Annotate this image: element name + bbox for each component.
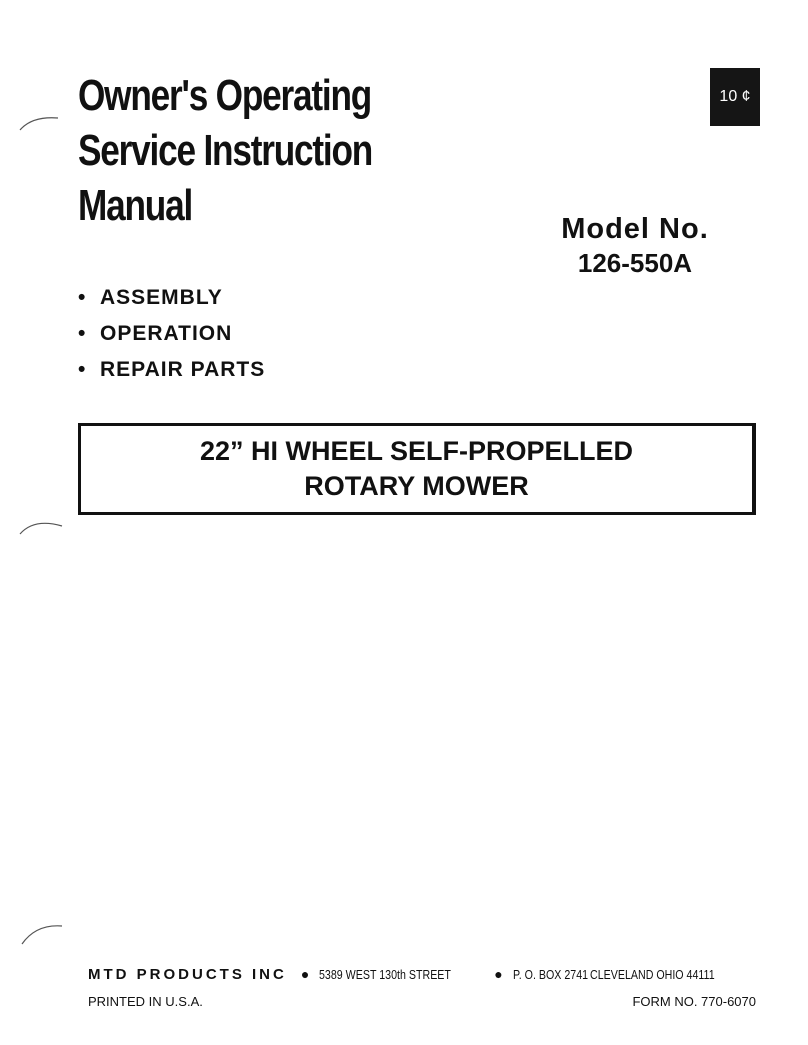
product-line-2: ROTARY MOWER — [304, 471, 529, 501]
city-address: CLEVELAND OHIO 44111 — [590, 967, 715, 982]
scan-mark-top — [18, 108, 68, 138]
list-item — [78, 280, 265, 316]
bullet-icon: • — [78, 358, 87, 381]
footer-address-row — [88, 966, 758, 988]
list-item — [78, 352, 265, 388]
title-line-2: Service Instruction — [78, 126, 373, 175]
model-number: 126-550A — [577, 248, 693, 278]
printed-in: PRINTED IN U.S.A. — [88, 994, 203, 1009]
price-badge: 10 ¢ — [710, 68, 760, 126]
po-box: P. O. BOX 2741 — [512, 967, 588, 982]
title-line-1: Owner's Operating — [78, 71, 372, 120]
model-label: Model No. — [561, 213, 709, 245]
scan-mark-middle — [18, 510, 68, 540]
manual-title — [78, 68, 498, 233]
section-list — [78, 280, 265, 388]
company-name: MTD PRODUCTS INC — [88, 966, 287, 983]
product-line-1: 22” HI WHEEL SELF-PROPELLED — [199, 436, 634, 466]
bullet-icon: • — [78, 286, 87, 309]
title-line-3: Manual — [78, 181, 193, 230]
model-info — [540, 212, 730, 280]
street-address: 5389 WEST 130th STREET — [319, 967, 452, 982]
section-label: REPAIR PARTS — [100, 358, 266, 381]
list-item — [78, 316, 265, 352]
scan-mark-bottom — [18, 912, 68, 952]
bullet-icon: • — [78, 322, 87, 345]
section-label: OPERATION — [100, 322, 233, 345]
separator-dot-icon: ● — [300, 966, 310, 982]
form-number: FORM NO. 770-6070 — [632, 994, 756, 1009]
separator-dot-icon: ● — [494, 966, 503, 982]
product-title-box — [78, 423, 756, 515]
section-label: ASSEMBLY — [100, 286, 223, 309]
